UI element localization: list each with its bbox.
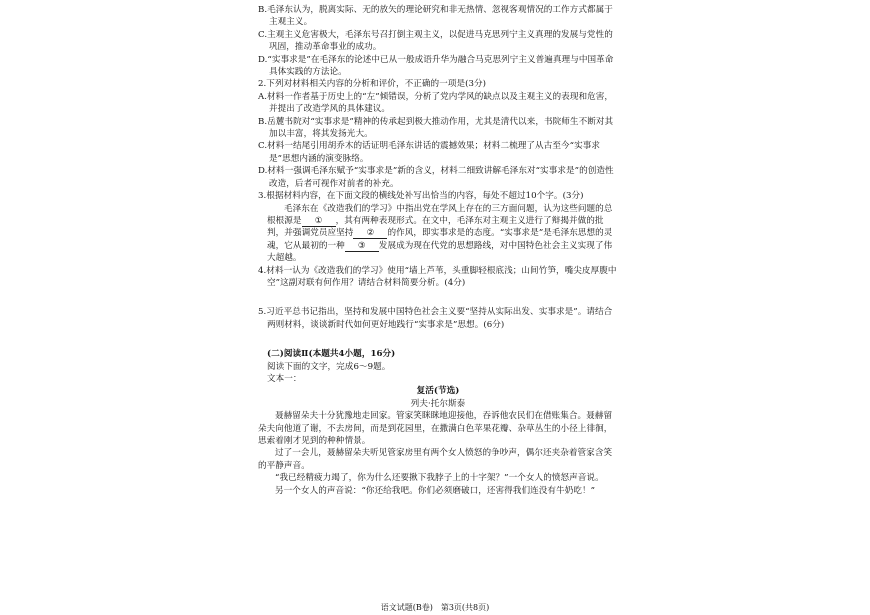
q3-blank-1[interactable]: ① (302, 216, 336, 227)
answer-space (258, 331, 618, 348)
q3-passage-part: 的作风，即实事求是的态度。“实事求是”是毛泽东思想的灵魂，它从最初的一种 (267, 228, 613, 251)
passage-title: 复活(节选) (416, 386, 460, 397)
q3-passage (258, 203, 618, 265)
q1-option-d: D.“实事求是”在毛泽东的论述中已从一般成语升华为融合马克思列宁主义普遍真理与中国革命具体实践的方法论。 (258, 54, 614, 78)
passage-author: 列夫·托尔斯泰 (410, 398, 466, 409)
passage-paragraph: 聂赫留朵夫十分犹豫地走回家。管家笑眯眯地迎接他，吞诉他农民们在借账集合。聂赫留朵夫向他道了谢，不去房间，而是到花园里，在撒满白色苹果花瓣、杂草丛生的小径上徘徊，思索着刚才见到的种种情景。 (258, 411, 613, 446)
page-footer: 语文试题(B卷) 第3页(共8页) (380, 603, 490, 612)
q5-stem: 5.习近平总书记指出，坚持和发展中国特色社会主义要“坚持从实际出发、实事求是”。请结合两则材料，谈谈新时代如何更好地践行“实事求是”思想。(6分) (258, 307, 613, 330)
passage-paragraph: 另一个女人的声音说：“你还给我吧。你们必须磨破口，还害得我们连没有牛奶吃！” (275, 485, 596, 496)
q3-passage-part: 毛泽东在《改造我们的学习》中指出党在学风上存在的三方面问题，认为这些问题的总根根源是 (267, 203, 613, 226)
reading-instruction: 阅读下面的文字，完成6～9题。 (267, 361, 391, 372)
q2-option-c: C.材料一结尾引用胡乔木的话证明毛泽东讲话的震撼效果；材料二梳理了从古至今“实事求是”思想内涵的演变脉络。 (258, 141, 601, 164)
answer-space (258, 289, 618, 306)
passage-paragraph: 过了一会儿，聂赫留朵夫听见管家房里有两个女人愤怒的争吵声，偶尔还夹杂着管家含笑的平静声音。 (258, 448, 613, 471)
q1-option-c: C.主观主义危害极大，毛泽东号召打倒主观主义，以促进马克思列宁主义真理的发展与党性的巩固，推动革命事业的成功。 (258, 29, 613, 53)
q2-option-d: D.材料一强调毛泽东赋予“实事求是”新的含义，材料二细致讲解毛泽东对“实事求是”的创造性改造，后者可视作对前者的补充。 (258, 166, 614, 189)
q2-option-b: B.岳麓书院对“实事求是”精神的传承起到极大推动作用，尤其是清代以来，书院师生不断对其加以丰富，将其发扬光大。 (258, 116, 614, 140)
reading-section-heading: (二)阅读Ⅱ(本题共4小题，16分) (267, 349, 396, 360)
q4-stem: 4.材料一认为《改造我们的学习》使用“墙上芦苇，头重脚轻根底浅；山间竹笋，嘴尖皮厚腹中空”这副对联有何作用？请结合材料简要分析。(4分) (258, 265, 617, 288)
q2-stem: 2.下列对材料相关内容的分析和评价，不正确的一项是(3分) (258, 79, 487, 90)
q3-passage-part: ，其有两种表现形式。在文中，毛泽东对主观主义进行了辩揭并做的批判，并强调党员应坚持 (267, 215, 604, 239)
q1-option-b: B.毛泽东认为，脱离实际、无的放矢的理论研究和非无热情、忽视客观情况的工作方式都属于主观主义。 (258, 5, 613, 28)
passage-paragraph: “我已经精疲力竭了，你为什么还要揪下我脖子上的十字架？”一个女人的愤怒声音说。 (275, 473, 604, 484)
text-label: 文本一： (267, 373, 302, 384)
q3-blank-2[interactable]: ② (353, 228, 387, 239)
q3-passage-part: 发展成为现在代党的思想路线，对中国特色社会主义实现了伟大超越。 (267, 240, 613, 264)
q3-blank-3[interactable]: ③ (345, 241, 379, 252)
exam-sheet (258, 4, 618, 497)
q3-stem: 3.根据材料内容，在下面文段的横线处补写出恰当的内容，每处不超过10个字。(3分) (258, 191, 584, 202)
q2-option-a: A.材料一作者基于历史上的“左”倾错误，分析了党内学风的缺点以及主观主义的表现和危害，并提出了改造学风的具体建议。 (258, 91, 614, 115)
